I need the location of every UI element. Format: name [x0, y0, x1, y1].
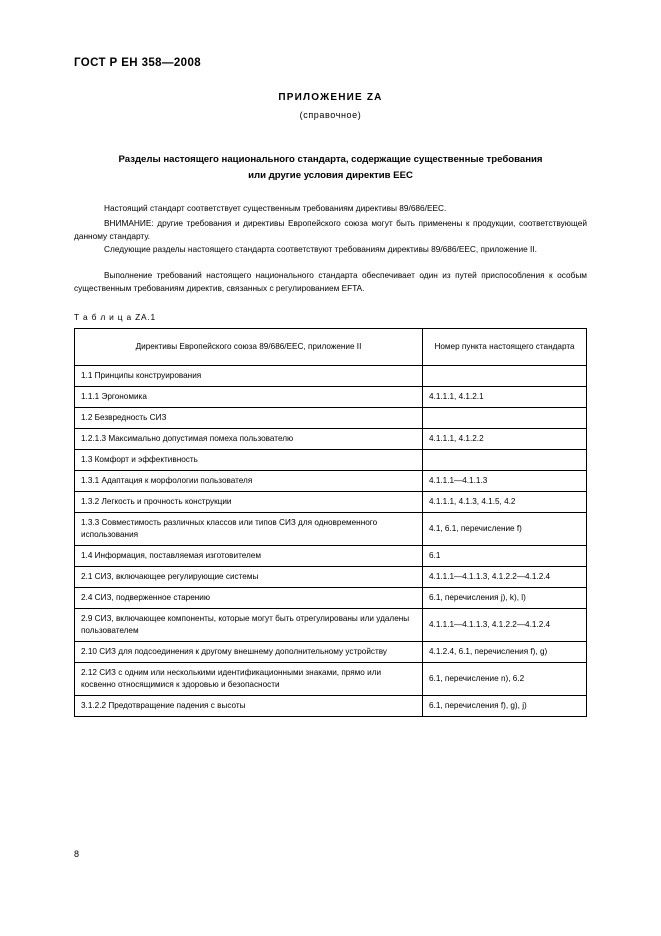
table-cell-clause	[423, 366, 587, 387]
section-heading-line1: Разделы настоящего национального стандарта, содержащие существенные требования	[118, 154, 543, 165]
section-heading	[74, 152, 587, 184]
paragraph-2	[74, 217, 587, 242]
paragraph-3	[74, 243, 587, 256]
table-cell-directive: 1.2.1.3 Максимально допустимая помеха пользователю	[75, 429, 423, 450]
page-number: 8	[74, 849, 80, 859]
section-heading-line2: или другие условия директив ЕЕС	[248, 170, 413, 181]
table-cell-directive: 2.12 СИЗ с одним или несколькими идентификационными знаками, прямо или косвенно относящимися к здоровью и безопасности	[75, 663, 423, 696]
table-row	[75, 696, 587, 717]
table-row	[75, 663, 587, 696]
table-cell-directive: 2.9 СИЗ, включающее компоненты, которые могут быть отрегулированы или удалены пользователем	[75, 609, 423, 642]
annex-subtitle: (справочное)	[299, 110, 362, 120]
table-cell-directive: 1.2 Безвредность СИЗ	[75, 408, 423, 429]
table-row	[75, 567, 587, 588]
table-cell-directive: 1.3.1 Адаптация к морфологии пользователя	[75, 471, 423, 492]
table-header-row	[75, 329, 587, 366]
table-cell-directive: 1.3.3 Совместимость различных классов или типов СИЗ для одновременного использования	[75, 513, 423, 546]
table-row	[75, 609, 587, 642]
paragraph-3-text: Следующие разделы настоящего стандарта соответствуют требованиям директивы 89/686/ЕЕС, приложение II.	[104, 244, 537, 254]
table-header-directives: Директивы Европейского союза 89/686/ЕЕС, приложение II	[75, 329, 423, 366]
table-cell-directive: 1.3 Комфорт и эффективность	[75, 450, 423, 471]
table-cell-clause: 4.1.1.1, 4.1.2.1	[423, 387, 587, 408]
paragraph-1	[74, 202, 587, 215]
table-row	[75, 387, 587, 408]
table-cell-directive: 2.10 СИЗ для подсоединения к другому внешнему дополнительному устройству	[75, 642, 423, 663]
paragraph-4-text: Выполнение требований настоящего национального стандарта обеспечивает один из путей приспособления к особым существенным требованиям директив, связанных с регулированием EFTA.	[74, 270, 587, 293]
table-row	[75, 408, 587, 429]
table-cell-directive: 2.4 СИЗ, подверженное старению	[75, 588, 423, 609]
table-cell-clause: 4.1, 6.1, перечисление f)	[423, 513, 587, 546]
table-row	[75, 513, 587, 546]
table-row	[75, 366, 587, 387]
table-row	[75, 492, 587, 513]
table-row	[75, 471, 587, 492]
table-cell-clause: 6.1	[423, 546, 587, 567]
annex-za-table	[74, 328, 587, 717]
table-caption: Т а б л и ц а ZA.1	[74, 312, 156, 322]
paragraph-1-text: Настоящий стандарт соответствует существенным требованиям директивы 89/686/ЕЕС.	[104, 203, 447, 213]
table-cell-directive: 1.1 Принципы конструирования	[75, 366, 423, 387]
table-cell-clause: 6.1, перечисление n), 6.2	[423, 663, 587, 696]
table-cell-clause: 4.1.1.1, 4.1.2.2	[423, 429, 587, 450]
table-cell-directive: 1.1.1 Эргономика	[75, 387, 423, 408]
table-cell-clause: 4.1.1.1—4.1.1.3, 4.1.2.2—4.1.2.4	[423, 609, 587, 642]
running-header-standard-id: ГОСТ Р ЕН 358—2008	[74, 57, 202, 69]
table-cell-clause: 4.1.2.4, 6.1, перечисления f), g)	[423, 642, 587, 663]
table-cell-directive: 1.3.2 Легкость и прочность конструкции	[75, 492, 423, 513]
table-row	[75, 546, 587, 567]
table-row	[75, 450, 587, 471]
table-cell-clause: 4.1.1.1—4.1.1.3, 4.1.2.2—4.1.2.4	[423, 567, 587, 588]
table-row	[75, 642, 587, 663]
table-cell-directive: 3.1.2.2 Предотвращение падения с высоты	[75, 696, 423, 717]
paragraph-4	[74, 269, 587, 294]
table-cell-clause: 6.1, перечисления f), g), j)	[423, 696, 587, 717]
paragraph-2-text: ВНИМАНИЕ: другие требования и директивы Европейского союза могут быть применены к продукции, соответствующей данному стандарту.	[74, 218, 587, 241]
table-cell-clause: 4.1.1.1—4.1.1.3	[423, 471, 587, 492]
table-cell-directive: 2.1 СИЗ, включающее регулирующие системы	[75, 567, 423, 588]
table-cell-clause: 6.1, перечисления j), k), l)	[423, 588, 587, 609]
table-row	[75, 429, 587, 450]
table-cell-clause	[423, 450, 587, 471]
table-row	[75, 588, 587, 609]
table-header-clause: Номер пункта настоящего стандарта	[423, 329, 587, 366]
table-cell-clause: 4.1.1.1, 4.1.3, 4.1.5, 4.2	[423, 492, 587, 513]
table-cell-directive: 1.4 Информация, поставляемая изготовителем	[75, 546, 423, 567]
table-cell-clause	[423, 408, 587, 429]
annex-title: ПРИЛОЖЕНИЕ ZA	[278, 92, 383, 103]
